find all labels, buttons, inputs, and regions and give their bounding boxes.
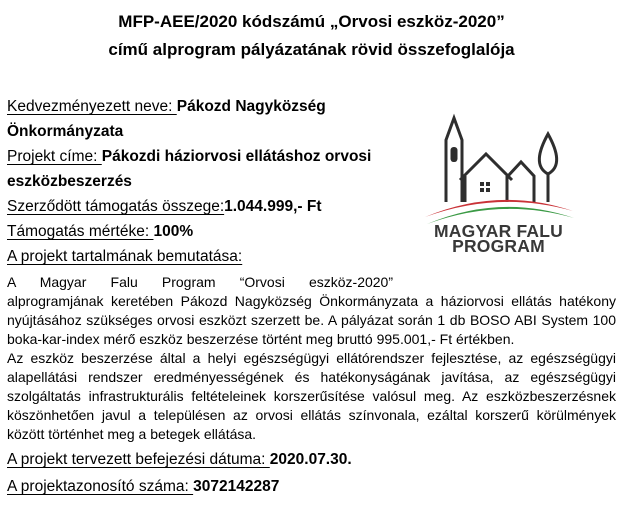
footer-facts — [7, 446, 616, 500]
fact-label: A projekt tartalmának bemutatása: — [7, 248, 243, 265]
document-title-line-1: MFP-AEE/2020 kódszámú „Orvosi eszköz-2020” — [118, 12, 505, 31]
fact-label: Szerződött támogatás összege: — [7, 198, 225, 215]
house-icon — [460, 154, 512, 202]
description-intro-line: A Magyar Falu Program “Orvosi eszköz-2020” — [7, 274, 393, 290]
fact-value: 2020.07.30. — [269, 451, 352, 468]
tree-icon — [539, 134, 556, 202]
fact-value: Pákozd Nagyközség Önkormányzata — [7, 98, 326, 140]
fact-label: A projekt tervezett befejezési dátuma: — [7, 451, 270, 468]
document-page — [0, 8, 623, 507]
fact-label: Kedvezményezett neve: — [7, 98, 177, 115]
fact-row-project-id — [7, 473, 616, 500]
fact-value: 100% — [153, 223, 194, 240]
description-paragraph-1: alprogramjának keretében Pákozd Nagyközség Önkormányzata a háziorvosi ellátás hatékony nyújtásához szükséges orvosi eszközt szerzett be. A pályázat során 1 db BOSO ABI System 100 boka-kar-index mérő eszköz beszerzése történt meg bruttó 995.001,- Ft értékben. — [7, 293, 616, 347]
house-window-icon — [480, 182, 490, 192]
logo-wordmark-line-1: MAGYAR FALU — [434, 221, 563, 241]
fact-value: 3072142287 — [193, 478, 280, 495]
document-title-line-2: című alprogram pályázatának rövid összefoglalója — [108, 40, 515, 59]
fact-label: Támogatás mértéke: — [7, 223, 154, 240]
fact-label: A projektazonosító száma: — [7, 478, 194, 495]
village-illustration-icon — [424, 110, 574, 224]
logo-inner — [421, 110, 576, 254]
fact-label: Projekt címe: — [7, 148, 102, 165]
magyar-falu-program-logo — [406, 94, 616, 266]
document-title — [7, 8, 616, 64]
description-paragraph-2: Az eszköz beszerzése által a helyi egészségügyi ellátórendszer fejlesztése, az egészségügyi alapellátási rendszer eredményességének és hatékonyságának javítása, az egészségügyi szolgáltatás infrastrukturális feltételeinek korszerűsítése valósul meg. Az eszközbeszerzésnek köszönhetően javul a településen az orvosi ellátás színvonala, ezáltal korszerű körülmények között történhet meg a betegek ellátása. — [7, 350, 616, 442]
back-house-icon — [508, 162, 534, 202]
document-body — [7, 94, 616, 500]
fact-value: 1.044.999,- Ft — [224, 198, 322, 215]
fact-value: Pákozdi háziorvosi ellátáshoz orvosi eszközbeszerzés — [7, 148, 372, 190]
logo-wordmark-line-2: PROGRAM — [452, 236, 545, 256]
fact-row-completion-date — [7, 446, 616, 473]
project-description — [7, 273, 616, 444]
church-window-icon — [450, 147, 457, 162]
